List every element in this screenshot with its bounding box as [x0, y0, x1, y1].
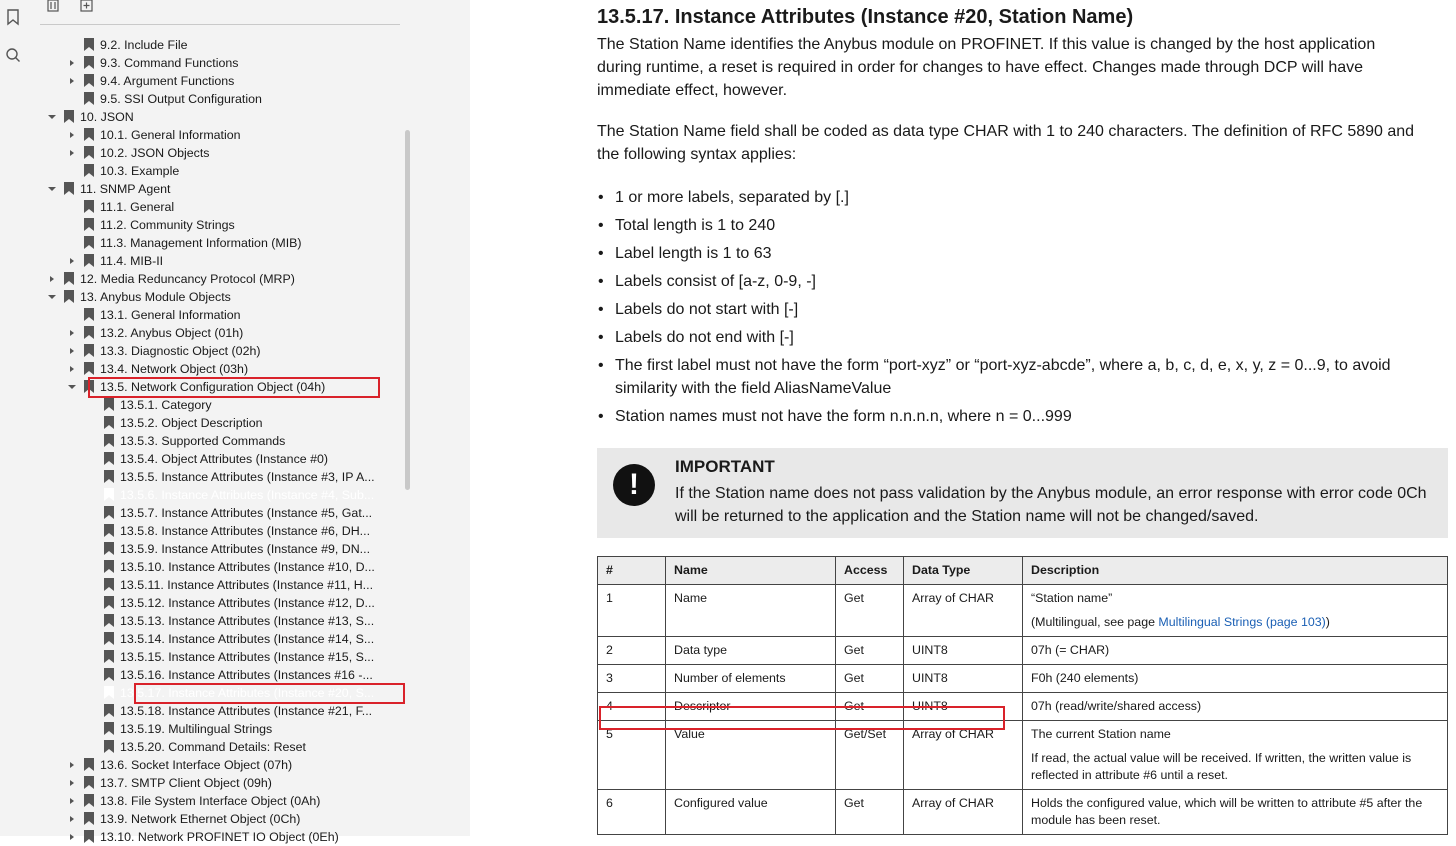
search-icon[interactable] — [4, 46, 22, 64]
bookmark-icon — [84, 344, 94, 357]
bookmark-label: 9.4. Argument Functions — [100, 74, 235, 88]
intro-paragraph: The Station Name identifies the Anybus module on PROFINET. If this value is changed by the host application during runtime, a reset is required in order for changes to have effect. Changes made through DCP will have immediate effect, however. — [597, 36, 1376, 99]
list-item: • Labels do not end with [-] — [597, 326, 1447, 349]
column-header-name: Name — [666, 557, 836, 585]
description-line: If read, the actual value will be received. If written, the written value is reflected in attribute #6 until a reset. — [1031, 751, 1412, 782]
bookmark-label: 13. Anybus Module Objects — [80, 290, 231, 304]
bookmark-label: 13.1. General Information — [100, 308, 241, 322]
cell-num: 2 — [598, 637, 666, 665]
chevron-right-icon[interactable] — [66, 792, 78, 810]
bookmark-icon — [104, 470, 114, 483]
chevron-down-icon[interactable] — [66, 378, 78, 396]
bookmark-label: 10.1. General Information — [100, 128, 241, 142]
bookmark-icon — [104, 398, 114, 411]
chevron-right-icon[interactable] — [66, 828, 78, 846]
bookmark-label: 13.5. Network Configuration Object (04h) — [100, 380, 326, 394]
bookmark-icon — [84, 794, 94, 807]
bookmark-label: 13.5.15. Instance Attributes (Instance #15, S... — [120, 650, 375, 664]
bookmark-label: 13.5.4. Object Attributes (Instance #0) — [120, 452, 329, 466]
bookmark-label: 13.3. Diagnostic Object (02h) — [100, 344, 261, 358]
chevron-right-icon[interactable] — [66, 360, 78, 378]
bookmark-icon — [84, 362, 94, 375]
bookmark-label: 13.7. SMTP Client Object (09h) — [100, 776, 272, 790]
list-item: • Label length is 1 to 63 — [597, 242, 1447, 265]
bookmark-label: 13.5.20. Command Details: Reset — [120, 740, 306, 754]
chevron-right-icon[interactable] — [66, 756, 78, 774]
bookmark-icon — [104, 506, 114, 519]
bookmark-icon — [84, 218, 94, 231]
bookmark-icon — [104, 524, 114, 537]
bookmark-label: 13.5.1. Category — [120, 398, 212, 412]
bookmark-icon — [84, 92, 94, 105]
cell-num: 4 — [598, 693, 666, 721]
bookmark-label: 13.5.2. Object Description — [120, 416, 263, 430]
bookmark-label: 9.2. Include File — [100, 38, 188, 52]
document-page — [470, 0, 1456, 836]
bookmark-label: 13.5.7. Instance Attributes (Instance #5, Gat... — [120, 506, 373, 520]
bookmark-icon — [104, 542, 114, 555]
bookmark-icon — [84, 254, 94, 267]
list-item: • Total length is 1 to 240 — [597, 214, 1447, 237]
bookmark-icon — [84, 146, 94, 159]
attributes-table — [597, 556, 1448, 835]
bookmark-label: 13.8. File System Interface Object (0Ah) — [100, 794, 321, 808]
bookmark-label: 10. JSON — [80, 110, 134, 124]
table-row — [598, 585, 1448, 637]
chevron-right-icon[interactable] — [66, 72, 78, 90]
column-header-description: Description — [1023, 557, 1448, 585]
bookmark-label: 11.3. Management Information (MIB) — [100, 236, 302, 250]
bookmark-label: 13.5.6. Instance Attributes (Instance #4, Sub... — [120, 488, 375, 502]
chevron-right-icon[interactable] — [66, 54, 78, 72]
bookmark-icon — [64, 290, 74, 303]
cell-type: Array of CHAR — [904, 721, 1023, 790]
bookmark-icon — [64, 272, 74, 285]
bookmark-label: 13.5.3. Supported Commands — [120, 434, 286, 448]
bookmark-label: 10.2. JSON Objects — [100, 146, 210, 160]
description-line: “Station name” — [1031, 591, 1113, 605]
cell-num: 3 — [598, 665, 666, 693]
column-header-num: # — [598, 557, 666, 585]
chevron-right-icon[interactable] — [66, 126, 78, 144]
cell-description: F0h (240 elements) — [1023, 665, 1448, 693]
description-text: (Multilingual, see page — [1031, 615, 1159, 629]
bookmark-icon — [104, 614, 114, 627]
cell-type: UINT8 — [904, 637, 1023, 665]
bookmark-label: 13.5.5. Instance Attributes (Instance #3, IP A... — [120, 470, 375, 484]
bookmark-icon — [104, 452, 114, 465]
bookmarks-panel — [26, 0, 414, 844]
chevron-right-icon[interactable] — [66, 810, 78, 828]
column-header-access: Access — [836, 557, 904, 585]
chevron-right-icon[interactable] — [66, 324, 78, 342]
bookmark-icon — [104, 668, 114, 681]
bookmark-icon — [104, 416, 114, 429]
bookmark-label: 13.2. Anybus Object (01h) — [100, 326, 244, 340]
bookmark-label: 13.5.8. Instance Attributes (Instance #6, DH... — [120, 524, 371, 538]
cell-num: 5 — [598, 721, 666, 790]
cell-access: Get — [836, 790, 904, 835]
cell-type: UINT8 — [904, 665, 1023, 693]
chevron-down-icon[interactable] — [46, 288, 58, 306]
bookmark-icon — [104, 650, 114, 663]
bookmark-label: 13.10. Network PROFINET IO Object (0Eh) — [100, 830, 339, 844]
bookmark-label: 11. SNMP Agent — [80, 182, 171, 196]
bookmark-label: 13.5.19. Multilingual Strings — [120, 722, 273, 736]
bookmark-icon — [84, 128, 94, 141]
bookmark-icon — [104, 722, 114, 735]
cell-type: Array of CHAR — [904, 790, 1023, 835]
bookmark-icon — [104, 434, 114, 447]
bookmark-label: 13.5.14. Instance Attributes (Instance #14, S... — [120, 632, 375, 646]
cell-description: Holds the configured value, which will be written to attribute #5 after the module has been reset. — [1023, 790, 1448, 835]
cell-type: Array of CHAR — [904, 585, 1023, 637]
bookmark-icon — [104, 578, 114, 591]
description-line: The current Station name — [1031, 727, 1171, 741]
bookmark-icon — [104, 632, 114, 645]
bookmark-label: 13.5.12. Instance Attributes (Instance #12, D... — [120, 596, 375, 610]
bookmark-icon — [104, 704, 114, 717]
bookmarks-scrollbar[interactable] — [405, 130, 410, 490]
list-item: • The first label must not have the form “port-xyz” or “port-xyz-abcde”, where a, b, c, d, e, x, y, z = 0...9, to avoid similarity with the field AliasNameValue — [597, 354, 1447, 400]
section-title: 13.5.17. Instance Attributes (Instance #20, Station Name) — [597, 6, 1134, 28]
bookmark-label: 11.1. General — [100, 200, 175, 214]
bookmark-label: 10.3. Example — [100, 164, 180, 178]
cell-name: Value — [666, 721, 836, 790]
chevron-right-icon[interactable] — [66, 774, 78, 792]
bookmark-label: 13.5.16. Instance Attributes (Instances #16 -... — [120, 668, 373, 682]
bookmark-label: 13.5.11. Instance Attributes (Instance #11, H... — [120, 578, 374, 592]
table-header-row — [598, 557, 1448, 585]
description-line — [1031, 614, 1439, 631]
bookmark-label: 11.2. Community Strings — [100, 218, 235, 232]
bookmark-icon — [64, 110, 74, 123]
table-row — [598, 637, 1448, 665]
bookmark-label: 13.5.9. Instance Attributes (Instance #9, DN... — [120, 542, 371, 556]
table-row — [598, 790, 1448, 835]
bookmark-label: 13.5.18. Instance Attributes (Instance #21, F... — [120, 704, 373, 718]
cell-type: UINT8 — [904, 693, 1023, 721]
cell-access: Get — [836, 585, 904, 637]
bookmark-icon — [84, 308, 94, 321]
bookmark-icon — [104, 686, 114, 699]
cell-description — [1023, 721, 1448, 790]
table-row — [598, 665, 1448, 693]
important-text: If the Station name does not pass validation by the Anybus module, an error response with error code 0Ch will be returned to the application and the Station name will not be changed/saved. — [675, 485, 1427, 525]
chevron-down-icon[interactable] — [46, 108, 58, 126]
cell-num: 1 — [598, 585, 666, 637]
important-note — [597, 448, 1448, 538]
bookmark-icon — [84, 830, 94, 843]
chevron-down-icon[interactable] — [46, 180, 58, 198]
list-item: • 1 or more labels, separated by [.] — [597, 186, 1447, 209]
bookmark-icon — [104, 596, 114, 609]
chevron-right-icon[interactable] — [66, 252, 78, 270]
cell-access: Get — [836, 693, 904, 721]
bookmark-label: 11.4. MIB-II — [100, 254, 164, 268]
bookmark-icon — [84, 56, 94, 69]
bookmark-icon — [84, 38, 94, 51]
bookmark-icon — [84, 776, 94, 789]
list-item: • Labels consist of [a-z, 0-9, -] — [597, 270, 1447, 293]
chevron-right-icon[interactable] — [66, 144, 78, 162]
highlight-box-13-5-17 — [134, 683, 405, 704]
cell-name: Configured value — [666, 790, 836, 835]
bookmark-label: 13.5.17. Instance Attributes (Instance #20, S... — [120, 686, 375, 700]
cell-name: Data type — [666, 637, 836, 665]
bookmark-icon — [104, 488, 114, 501]
bookmark-label: 13.5.13. Instance Attributes (Instance #13, S... — [120, 614, 375, 628]
bookmark-label: 13.6. Socket Interface Object (07h) — [100, 758, 293, 772]
important-title: IMPORTANT — [675, 457, 775, 476]
column-header-data-type: Data Type — [904, 557, 1023, 585]
bookmark-icon — [84, 74, 94, 87]
bookmark-icon — [84, 200, 94, 213]
table-row-value — [598, 721, 1448, 790]
bookmark-icon — [104, 740, 114, 753]
bookmark-label: 9.5. SSI Output Configuration — [100, 92, 262, 106]
bookmark-icon[interactable] — [4, 8, 22, 26]
exclamation-icon: ! — [613, 464, 655, 506]
cell-access: Get — [836, 637, 904, 665]
chevron-right-icon[interactable] — [66, 342, 78, 360]
highlight-box-value-row — [599, 706, 1005, 730]
cell-name: Descriptor — [666, 693, 836, 721]
description-text: ) — [1325, 615, 1330, 629]
list-item: • Labels do not start with [-] — [597, 298, 1447, 321]
cell-access: Get — [836, 665, 904, 693]
panel-divider — [414, 0, 470, 836]
highlight-box-13-5 — [88, 377, 380, 398]
cell-name: Name — [666, 585, 836, 637]
bookmark-label: 13.5.10. Instance Attributes (Instance #10, D... — [120, 560, 375, 574]
tool-rail — [0, 0, 27, 836]
syntax-rules-list — [597, 186, 1447, 433]
bookmark-tree — [26, 0, 414, 844]
bookmark-label: 13.9. Network Ethernet Object (0Ch) — [100, 812, 301, 826]
cell-description — [1023, 585, 1448, 637]
cell-access: Get/Set — [836, 721, 904, 790]
bookmark-label: 9.3. Command Functions — [100, 56, 239, 70]
bookmark-icon — [84, 812, 94, 825]
multilingual-strings-link[interactable]: Multilingual Strings (page 103) — [1158, 615, 1326, 629]
bookmark-icon — [84, 236, 94, 249]
bookmark-label: 12. Media Reduncancy Protocol (MRP) — [80, 272, 295, 286]
cell-description: 07h (read/write/shared access) — [1023, 693, 1448, 721]
bookmark-icon — [104, 560, 114, 573]
cell-num: 6 — [598, 790, 666, 835]
bookmark-icon — [84, 758, 94, 771]
cell-description: 07h (= CHAR) — [1023, 637, 1448, 665]
syntax-paragraph: The Station Name field shall be coded as data type CHAR with 1 to 240 characters. The definition of RFC 5890 and the following syntax applies: — [597, 123, 1415, 163]
list-item: • Station names must not have the form n.n.n.n, where n = 0...999 — [597, 405, 1447, 428]
bookmark-icon — [64, 182, 74, 195]
bookmark-icon — [84, 326, 94, 339]
bookmark-icon — [84, 164, 94, 177]
chevron-right-icon[interactable] — [46, 270, 58, 288]
cell-name: Number of elements — [666, 665, 836, 693]
bookmark-label: 13.4. Network Object (03h) — [100, 362, 249, 376]
